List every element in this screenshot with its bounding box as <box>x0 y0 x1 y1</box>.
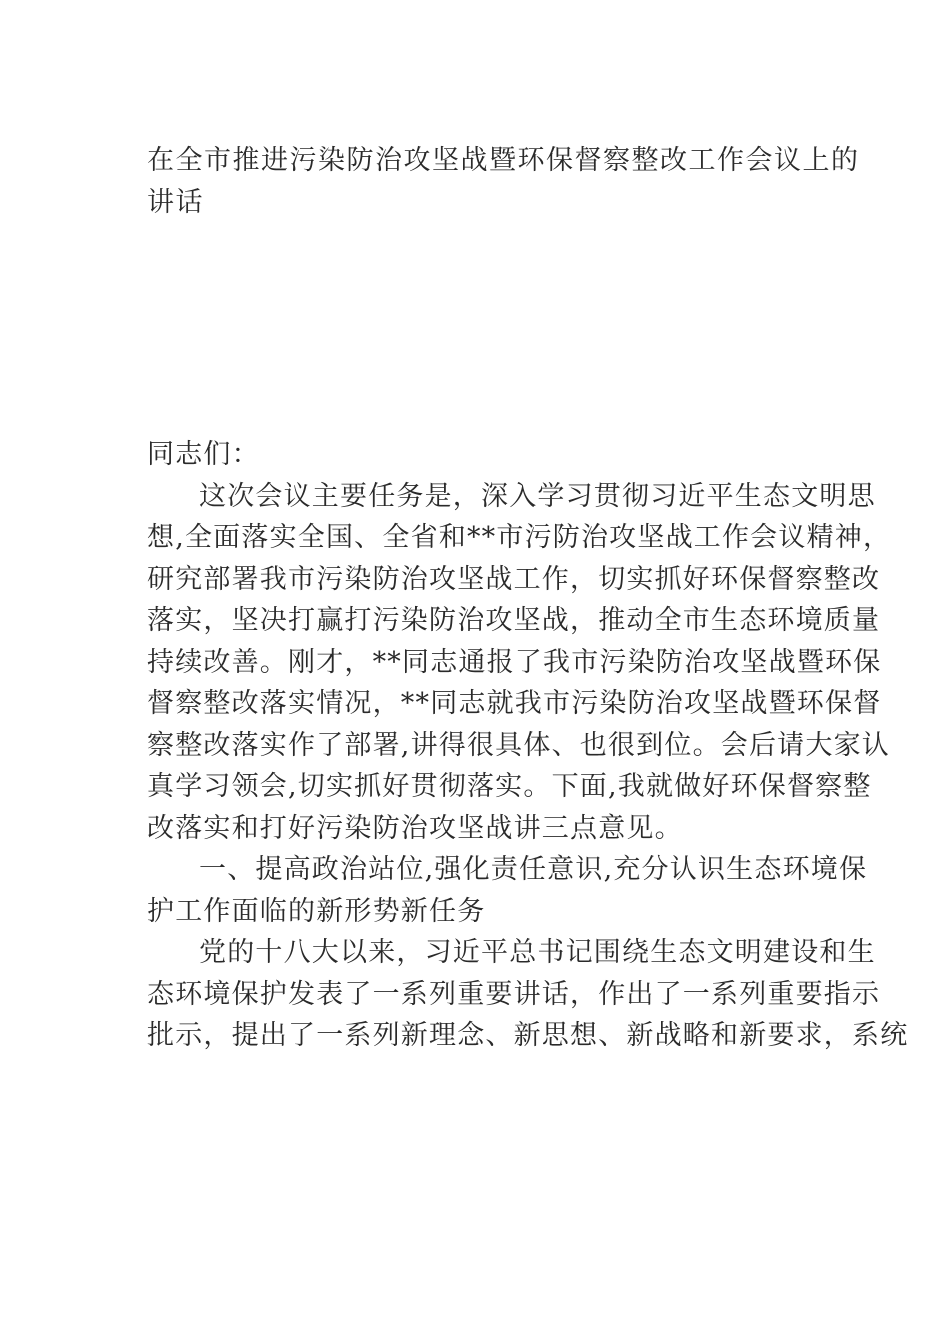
title-line: 在全市推进污染防治攻坚战暨环保督察整改工作会议上的 <box>147 145 860 176</box>
paragraph-line: 想,全面落实全国、全省和**市污防治攻坚战工作会议精神， <box>147 522 892 553</box>
heading-line: 护工作面临的新形势新任务 <box>147 895 486 927</box>
paragraph-section-1 <box>147 932 909 1057</box>
document-title <box>147 140 860 224</box>
title-line: 讲话 <box>147 187 204 218</box>
heading-line: 一、提高政治站位,强化责任意识,充分认识生态环境保 <box>199 854 868 885</box>
paragraph-line: 态环境保护发表了一系列重要讲话，作出了一系列重要指示 <box>147 978 881 1010</box>
paragraph-line: 党的十八大以来，习近平总书记围绕生态文明建设和生 <box>199 937 876 968</box>
paragraph-line: 这次会议主要任务是，深入学习贯彻习近平生态文明思 <box>199 480 876 512</box>
paragraph-line: 批示，提出了一系列新理念、新思想、新战略和新要求，系统 <box>147 1020 909 1051</box>
paragraph-line: 持续改善。刚才，**同志通报了我市污染防治攻坚战暨环保 <box>147 646 882 678</box>
document-body <box>147 434 909 1057</box>
paragraph-intro <box>147 476 892 850</box>
salutation: 同志们： <box>147 439 260 470</box>
paragraph-line: 察整改落实作了部署,讲得很具体、也很到位。会后请大家认 <box>147 729 890 761</box>
paragraph-line: 落实，坚决打赢打污染防治攻坚战，推动全市生态环境质量 <box>147 605 881 636</box>
section-heading-1 <box>147 849 868 932</box>
paragraph-line: 督察整改落实情况，**同志就我市污染防治攻坚战暨环保督 <box>147 688 882 719</box>
paragraph-line: 真学习领会,切实抓好贯彻落实。下面,我就做好环保督察整 <box>147 771 872 802</box>
paragraph-line: 改落实和打好污染防治攻坚战讲三点意见。 <box>147 812 683 844</box>
paragraph-line: 研究部署我市污染防治攻坚战工作，切实抓好环保督察整改 <box>147 563 881 595</box>
